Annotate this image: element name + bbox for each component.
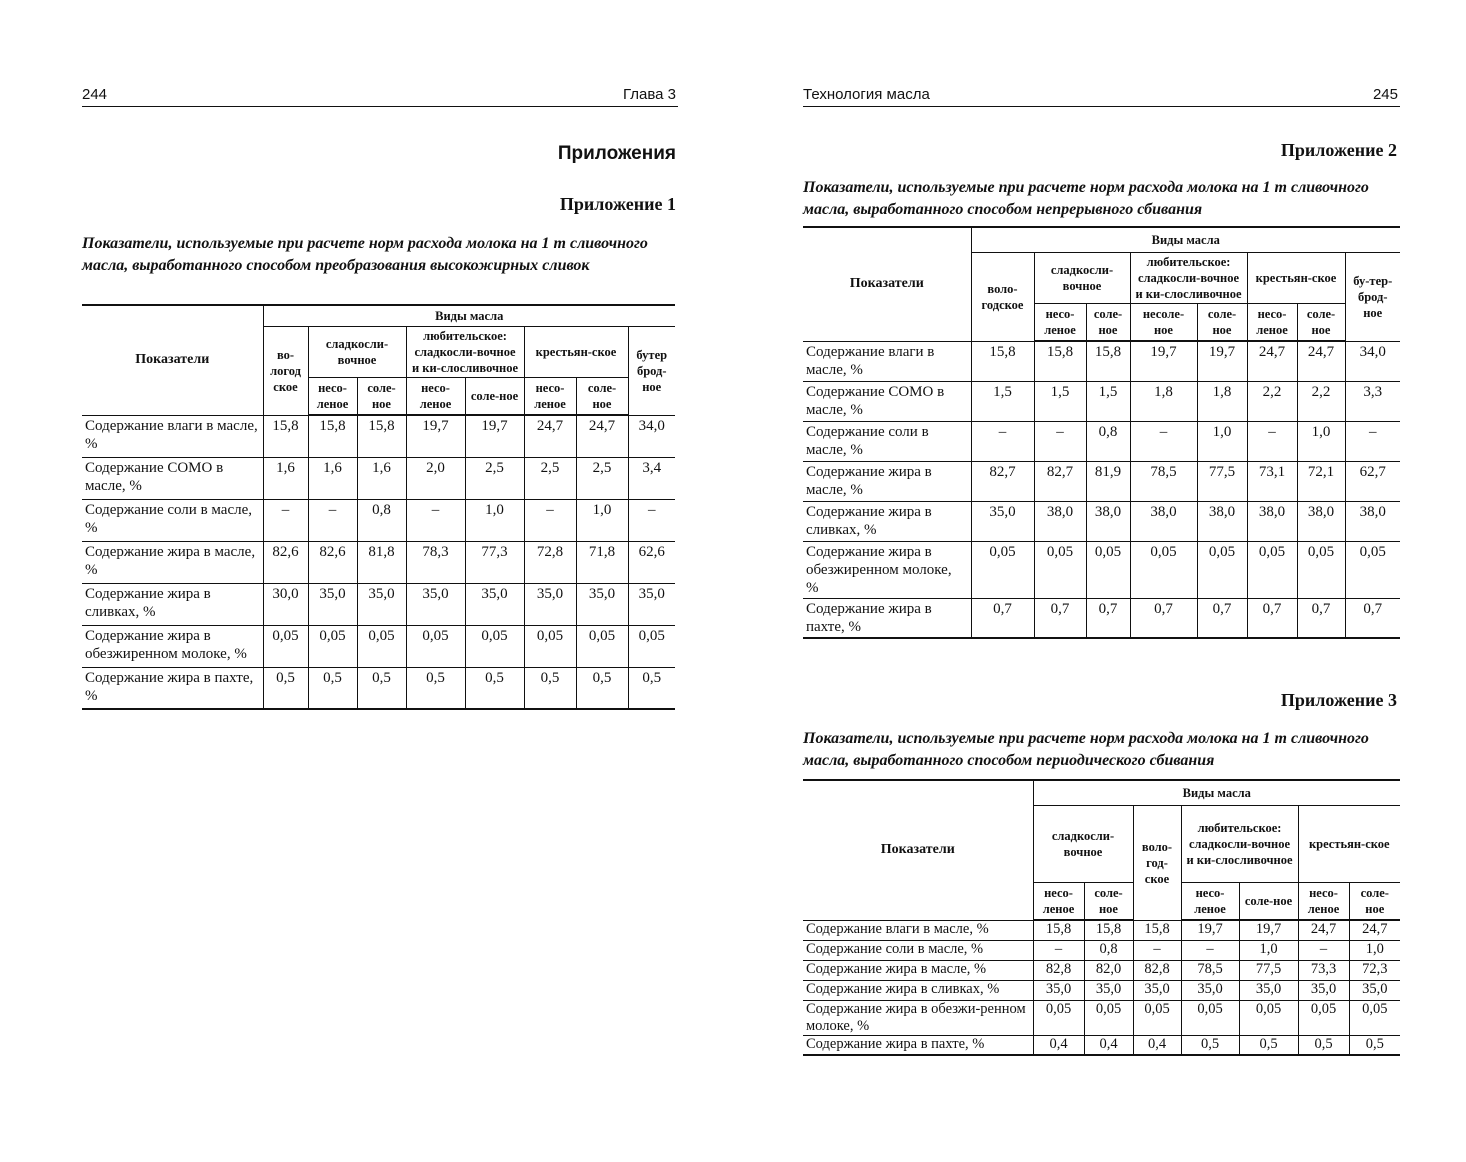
table-cell: 0,8: [357, 499, 406, 541]
unsalted-header: несо-леное: [1033, 883, 1084, 921]
table-cell: 0,05: [1247, 541, 1297, 598]
table-cell: 0,7: [1297, 598, 1345, 638]
table-cell: –: [1130, 421, 1197, 461]
table-cell: 24,7: [1349, 920, 1400, 940]
amateur-header: любительское: сладкосли-вочное и ки-слосливочное: [406, 327, 524, 378]
table-cell: –: [524, 499, 576, 541]
page-number: 245: [1372, 86, 1398, 103]
table-cell: 0,05: [308, 625, 357, 667]
table-cell: 35,0: [628, 583, 675, 625]
table-cell: –: [971, 421, 1034, 461]
unsalted-header: несо-леное: [1247, 304, 1297, 342]
table-cell: 82,6: [308, 541, 357, 583]
table-cell: 0,05: [524, 625, 576, 667]
table-cell: 0,5: [1298, 1035, 1349, 1055]
table-cell: 72,8: [524, 541, 576, 583]
table-cell: 0,7: [971, 598, 1034, 638]
table-cell: 1,0: [576, 499, 628, 541]
table-cell: 35,0: [1181, 980, 1239, 1000]
indicator-header: Показатели: [82, 305, 263, 415]
table-cell: –: [1034, 421, 1086, 461]
unsalted-header: несо-леное: [406, 378, 465, 416]
table-cell: 35,0: [524, 583, 576, 625]
table-cell: 38,0: [1247, 501, 1297, 541]
table-cell: 0,05: [357, 625, 406, 667]
chapter-title: Глава 3: [622, 86, 676, 103]
table-cell: 15,8: [1133, 920, 1181, 940]
table-row: [82, 499, 675, 541]
table-cell: –: [1033, 940, 1084, 960]
row-label: Содержание соли в масле, %: [82, 499, 263, 541]
row-label: Содержание жира в масле, %: [803, 960, 1033, 980]
table-cell: 38,0: [1034, 501, 1086, 541]
table-cell: 0,8: [1086, 421, 1130, 461]
table-cell: 1,0: [1197, 421, 1247, 461]
table-cell: –: [1247, 421, 1297, 461]
row-label: Содержание жира в масле, %: [803, 461, 971, 501]
table-cell: 0,05: [1033, 1000, 1084, 1035]
vologda-header: воло-год-ское: [1133, 806, 1181, 921]
table-cell: 78,5: [1181, 960, 1239, 980]
table-cell: 15,8: [263, 415, 308, 457]
table-cell: 1,6: [308, 457, 357, 499]
table-cell: 0,05: [1034, 541, 1086, 598]
row-label: Содержание жира в пахте, %: [82, 667, 263, 709]
table-row: [803, 960, 1400, 980]
table-cell: 0,5: [465, 667, 524, 709]
table-cell: 34,0: [628, 415, 675, 457]
table-row: [82, 583, 675, 625]
amateur-header: любительское: сладкосли-вочное и ки-слосливочное: [1130, 253, 1247, 304]
table-cell: 15,8: [357, 415, 406, 457]
appendix-3-label: Приложение 3: [1280, 690, 1397, 710]
table-cell: 0,05: [628, 625, 675, 667]
table-row: [82, 667, 675, 709]
table-cell: 35,0: [1084, 980, 1133, 1000]
table-cell: 15,8: [1084, 920, 1133, 940]
table-cell: 0,05: [1349, 1000, 1400, 1035]
table-cell: 0,5: [357, 667, 406, 709]
table-cell: 19,7: [465, 415, 524, 457]
row-label: Содержание влаги в масле, %: [803, 341, 971, 381]
table-cell: 24,7: [524, 415, 576, 457]
appendix-2-table: [803, 226, 1400, 639]
butter-types-header: Виды масла: [1033, 780, 1400, 806]
table-cell: 2,5: [576, 457, 628, 499]
running-head-left: [82, 84, 678, 107]
table-row: [803, 1000, 1400, 1035]
table-cell: 0,05: [1297, 541, 1345, 598]
table-cell: 0,05: [1181, 1000, 1239, 1035]
sweet-cream-header: сладкосли-вочное: [1034, 253, 1130, 304]
table-cell: 1,0: [1349, 940, 1400, 960]
table-row: [803, 598, 1400, 638]
appendix-1-label: Приложение 1: [559, 194, 676, 214]
appendix-1-caption: Показатели, используемые при расчете норм расхода молока на 1 т сливочного масла, выработанного способом преобразования высокожирных сливок: [82, 235, 648, 274]
table-cell: 34,0: [1345, 341, 1400, 381]
table-cell: 0,4: [1133, 1035, 1181, 1055]
section-title: Приложения: [557, 143, 676, 164]
table-cell: 0,5: [628, 667, 675, 709]
table-cell: 77,3: [465, 541, 524, 583]
table-cell: 35,0: [308, 583, 357, 625]
table-cell: 1,0: [1239, 940, 1298, 960]
table-cell: 15,8: [1033, 920, 1084, 940]
table-cell: 0,5: [1349, 1035, 1400, 1055]
unsalted-header: несо-леное: [308, 378, 357, 416]
table-cell: 0,7: [1034, 598, 1086, 638]
table-cell: 81,9: [1086, 461, 1130, 501]
table-cell: 1,5: [1034, 381, 1086, 421]
salted-header: соле-ное: [576, 378, 628, 416]
vologda-header: воло-годское: [971, 253, 1034, 342]
table-cell: 1,6: [357, 457, 406, 499]
table-cell: 30,0: [263, 583, 308, 625]
table-cell: –: [308, 499, 357, 541]
table-cell: 38,0: [1297, 501, 1345, 541]
row-label: Содержание влаги в масле, %: [82, 415, 263, 457]
table-cell: 1,5: [971, 381, 1034, 421]
table-cell: 38,0: [1130, 501, 1197, 541]
table-cell: 82,7: [971, 461, 1034, 501]
table-cell: 73,1: [1247, 461, 1297, 501]
table-cell: –: [628, 499, 675, 541]
table-cell: –: [1298, 940, 1349, 960]
table-cell: 77,5: [1197, 461, 1247, 501]
table-row: [82, 541, 675, 583]
table-cell: 38,0: [1086, 501, 1130, 541]
table-cell: 38,0: [1197, 501, 1247, 541]
table-cell: 0,05: [1239, 1000, 1298, 1035]
table-cell: 24,7: [1247, 341, 1297, 381]
salted-header: соле-ное: [1084, 883, 1133, 921]
row-label: Содержание жира в обезжиренном молоке, %: [803, 541, 971, 598]
table-cell: 77,5: [1239, 960, 1298, 980]
table-cell: –: [1345, 421, 1400, 461]
table-cell: 2,0: [406, 457, 465, 499]
table-cell: 3,3: [1345, 381, 1400, 421]
table-cell: 35,0: [357, 583, 406, 625]
appendix-2-label: Приложение 2: [1280, 140, 1397, 160]
table-cell: 0,5: [406, 667, 465, 709]
table-cell: 0,7: [1345, 598, 1400, 638]
table-cell: 35,0: [1033, 980, 1084, 1000]
butter-types-header: Виды масла: [971, 227, 1400, 253]
table-cell: 0,05: [971, 541, 1034, 598]
table-cell: 0,5: [524, 667, 576, 709]
table-row: [803, 920, 1400, 940]
row-label: Содержание жира в пахте, %: [803, 598, 971, 638]
peasant-header: крестьян-ское: [524, 327, 628, 378]
table-cell: 1,6: [263, 457, 308, 499]
table-cell: 0,4: [1033, 1035, 1084, 1055]
table-cell: 72,1: [1297, 461, 1345, 501]
table-cell: 0,05: [465, 625, 524, 667]
table-cell: 35,0: [465, 583, 524, 625]
unsalted-header: несо-леное: [1298, 883, 1349, 921]
table-cell: 35,0: [1349, 980, 1400, 1000]
butter-types-header: Виды масла: [263, 305, 675, 327]
table-cell: 15,8: [308, 415, 357, 457]
peasant-header: крестьян-ское: [1298, 806, 1400, 883]
table-cell: 0,05: [1133, 1000, 1181, 1035]
salted-header: соле-ное: [357, 378, 406, 416]
row-label: Содержание СОМО в масле, %: [803, 381, 971, 421]
table-cell: 82,8: [1133, 960, 1181, 980]
indicator-header: Показатели: [803, 227, 971, 341]
table-cell: 82,6: [263, 541, 308, 583]
table-cell: 24,7: [1297, 341, 1345, 381]
table-row: [82, 457, 675, 499]
row-label: Содержание жира в пахте, %: [803, 1035, 1033, 1055]
table-cell: 0,7: [1130, 598, 1197, 638]
table-cell: 72,3: [1349, 960, 1400, 980]
table-cell: 0,7: [1086, 598, 1130, 638]
table-cell: 35,0: [1298, 980, 1349, 1000]
row-label: Содержание соли в масле, %: [803, 421, 971, 461]
table-cell: 82,8: [1033, 960, 1084, 980]
table-cell: 24,7: [576, 415, 628, 457]
sweet-cream-header: сладкосли-вочное: [308, 327, 406, 378]
table-cell: 19,7: [1239, 920, 1298, 940]
salted-header: соле-ное: [1349, 883, 1400, 921]
table-cell: 62,7: [1345, 461, 1400, 501]
table-cell: 35,0: [1239, 980, 1298, 1000]
table-cell: 1,5: [1086, 381, 1130, 421]
table-cell: 35,0: [576, 583, 628, 625]
table-cell: 0,05: [1130, 541, 1197, 598]
table-cell: 1,0: [1297, 421, 1345, 461]
table-cell: 62,6: [628, 541, 675, 583]
indicator-header: Показатели: [803, 780, 1033, 920]
table-cell: 0,5: [1239, 1035, 1298, 1055]
unsalted-header: несоле-ное: [1130, 304, 1197, 342]
salted-header: соле-ное: [1239, 883, 1298, 921]
table-cell: 15,8: [1086, 341, 1130, 381]
table-cell: 19,7: [1130, 341, 1197, 381]
table-cell: 0,4: [1084, 1035, 1133, 1055]
table-row: [803, 940, 1400, 960]
unsalted-header: несо-леное: [1034, 304, 1086, 342]
appendix-2-caption: Показатели, используемые при расчете норм расхода молока на 1 т сливочного масла, выработанного способом непрерывного сбивания: [803, 179, 1369, 218]
table-cell: 71,8: [576, 541, 628, 583]
table-cell: 82,7: [1034, 461, 1086, 501]
table-cell: 1,8: [1197, 381, 1247, 421]
row-label: Содержание СОМО в масле, %: [82, 457, 263, 499]
table-row: [803, 501, 1400, 541]
peasant-header: крестьян-ское: [1247, 253, 1345, 304]
amateur-header: любительское: сладкосли-вочное и ки-слосливочное: [1181, 806, 1298, 883]
table-cell: 19,7: [1181, 920, 1239, 940]
table-cell: 1,0: [465, 499, 524, 541]
appendix-1-table: [82, 304, 675, 710]
row-label: Содержание соли в масле, %: [803, 940, 1033, 960]
table-cell: 78,5: [1130, 461, 1197, 501]
table-cell: 2,5: [465, 457, 524, 499]
table-cell: 0,05: [1298, 1000, 1349, 1035]
page-245: [733, 0, 1466, 1162]
table-cell: 78,3: [406, 541, 465, 583]
table-cell: 0,7: [1197, 598, 1247, 638]
table-cell: 35,0: [971, 501, 1034, 541]
table-cell: 35,0: [406, 583, 465, 625]
salted-header: соле-ное: [1197, 304, 1247, 342]
table-row: [803, 541, 1400, 598]
row-label: Содержание влаги в масле, %: [803, 920, 1033, 940]
table-cell: 15,8: [971, 341, 1034, 381]
table-cell: 0,7: [1247, 598, 1297, 638]
row-label: Содержание жира в обезжиренном молоке, %: [82, 625, 263, 667]
table-row: [803, 1035, 1400, 1055]
table-row: [803, 980, 1400, 1000]
table-cell: 0,05: [576, 625, 628, 667]
sweet-cream-header: сладкосли-вочное: [1033, 806, 1133, 883]
table-cell: 38,0: [1345, 501, 1400, 541]
table-cell: 0,05: [263, 625, 308, 667]
table-cell: 0,05: [1084, 1000, 1133, 1035]
table-cell: 0,05: [406, 625, 465, 667]
table-cell: 19,7: [406, 415, 465, 457]
table-cell: 19,7: [1197, 341, 1247, 381]
table-cell: –: [1181, 940, 1239, 960]
table-row: [803, 461, 1400, 501]
table-cell: 0,5: [576, 667, 628, 709]
row-label: Содержание жира в сливках, %: [803, 980, 1033, 1000]
table-cell: –: [263, 499, 308, 541]
table-row: [82, 625, 675, 667]
table-cell: 81,8: [357, 541, 406, 583]
salted-header: соле-ное: [1086, 304, 1130, 342]
table-cell: 1,8: [1130, 381, 1197, 421]
appendix-3-caption: Показатели, используемые при расчете норм расхода молока на 1 т сливочного масла, выработанного способом периодического сбивания: [803, 730, 1369, 769]
table-cell: 24,7: [1298, 920, 1349, 940]
appendix-3-table: [803, 779, 1400, 1056]
page-number: 244: [82, 86, 108, 103]
table-cell: 0,5: [308, 667, 357, 709]
sandwich-header: бутер брод-ное: [628, 327, 675, 416]
table-cell: 0,5: [1181, 1035, 1239, 1055]
unsalted-header: несо-леное: [524, 378, 576, 416]
table-row: [803, 421, 1400, 461]
table-cell: 82,0: [1084, 960, 1133, 980]
salted-header: соле-ное: [1297, 304, 1345, 342]
unsalted-header: несо-леное: [1181, 883, 1239, 921]
table-cell: 0,05: [1345, 541, 1400, 598]
table-cell: 2,2: [1297, 381, 1345, 421]
table-cell: 2,2: [1247, 381, 1297, 421]
table-cell: 2,5: [524, 457, 576, 499]
salted-header: соле-ное: [465, 378, 524, 416]
table-cell: –: [406, 499, 465, 541]
table-cell: 0,05: [1086, 541, 1130, 598]
row-label: Содержание жира в обезжи-ренном молоке, %: [803, 1000, 1033, 1035]
running-title: Технология масла: [803, 86, 930, 103]
table-cell: 0,8: [1084, 940, 1133, 960]
table-row: [803, 381, 1400, 421]
table-cell: 35,0: [1133, 980, 1181, 1000]
table-cell: 73,3: [1298, 960, 1349, 980]
sandwich-header: бу-тер-брод-ное: [1345, 253, 1400, 342]
row-label: Содержание жира в масле, %: [82, 541, 263, 583]
table-cell: 15,8: [1034, 341, 1086, 381]
table-row: [803, 341, 1400, 381]
table-cell: 0,05: [1197, 541, 1247, 598]
vologda-header: во-логод ское: [263, 327, 308, 416]
row-label: Содержание жира в сливках, %: [82, 583, 263, 625]
running-head-right: [803, 84, 1400, 107]
row-label: Содержание жира в сливках, %: [803, 501, 971, 541]
table-cell: –: [1133, 940, 1181, 960]
table-cell: 0,5: [263, 667, 308, 709]
table-row: [82, 415, 675, 457]
table-cell: 3,4: [628, 457, 675, 499]
